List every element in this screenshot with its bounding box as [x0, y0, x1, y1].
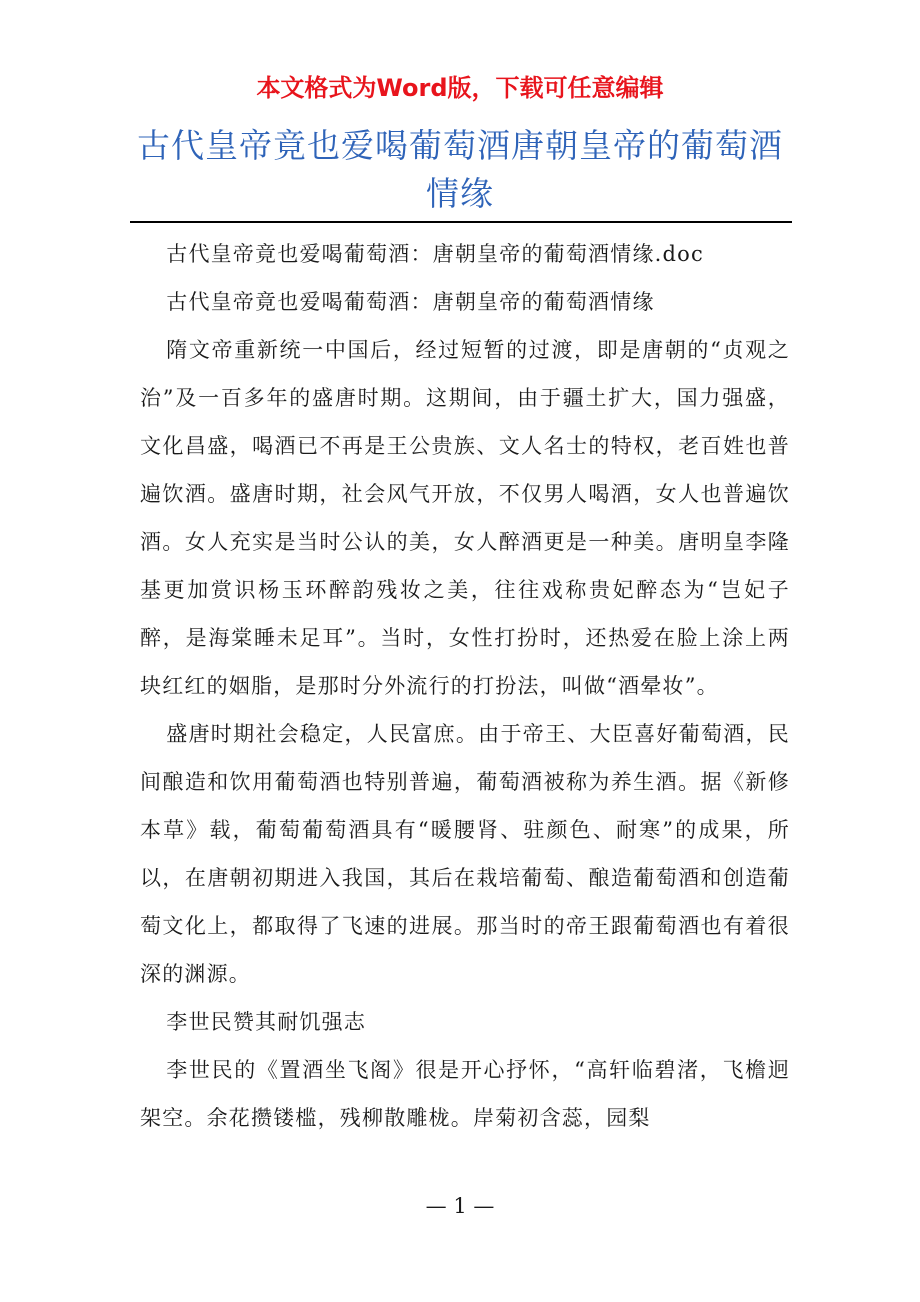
- page-number: — 1 —: [425, 1194, 495, 1218]
- paragraph-li-shimin-poem: 李世民的《置酒坐飞阁》很是开心抒怀，“高轩临碧渚，飞檐迥架空。余花攒镂槛，残柳散雕栊。岸菊初含蕊，园梨: [140, 1058, 790, 1130]
- paragraph-sui-tang: 隋文帝重新统一中国后，经过短暂的过渡，即是唐朝的“贞观之治”及一百多年的盛唐时期。这期间，由于疆土扩大，国力强盛，文化昌盛，喝酒已不再是王公贵族、文人名士的特权，老百姓也普遍饮酒。盛唐时期，社会风气开放，不仅男人喝酒，女人也普遍饮酒。女人充实是当时公认的美，女人醉酒更是一种美。唐明皇李隆基更加赏识杨玉环醉韵残妆之美，往往戏称贵妃醉态为“岂妃子醉，是海棠睡未足耳”。当时，女性打扮时，还热爱在脸上涂上两块红红的姻脂，是那时分外流行的打扮法，叫做“酒晕妆”。: [140, 338, 790, 698]
- section-heading-li-shimin: 李世民赞其耐饥强志: [166, 1010, 367, 1034]
- paragraph-filename: 古代皇帝竟也爱喝葡萄酒：唐朝皇帝的葡萄酒情缘.doc: [166, 242, 704, 266]
- format-notice-banner: 本文格式为Word版，下载可任意编辑: [256, 74, 664, 102]
- paragraph-subtitle: 古代皇帝竟也爱喝葡萄酒：唐朝皇帝的葡萄酒情缘: [166, 290, 655, 314]
- document-body: [140, 230, 790, 1142]
- paragraph-prosperous-tang: 盛唐时期社会稳定，人民富庶。由于帝王、大臣喜好葡萄酒，民间酿造和饮用葡萄酒也特别普遍，葡萄酒被称为养生酒。据《新修本草》载，葡萄葡萄酒具有“暖腰肾、驻颜色、耐寒”的成果，所以，在唐朝初期进入我国，其后在栽培葡萄、酿造葡萄酒和创造葡萄文化上，都取得了飞速的进展。那当时的帝王跟葡萄酒也有着很深的渊源。: [140, 722, 790, 986]
- document-title: 古代皇帝竟也爱喝葡萄酒唐朝皇帝的葡萄酒情缘: [137, 126, 783, 213]
- title-divider: [130, 221, 792, 223]
